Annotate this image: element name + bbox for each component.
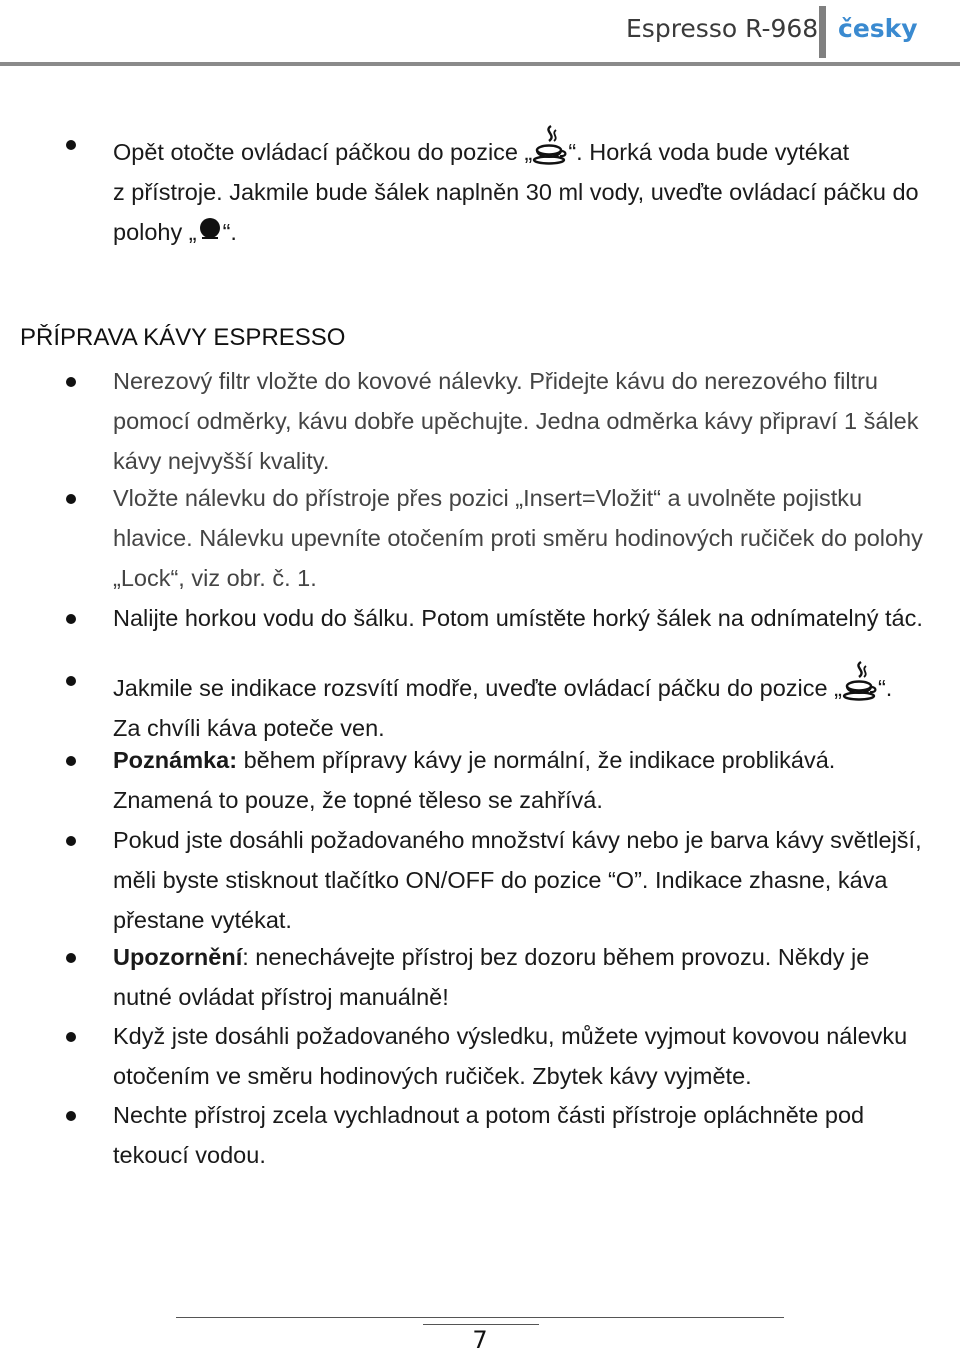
bullet <box>66 140 76 150</box>
bullet <box>66 614 76 624</box>
text-line <box>113 740 948 780</box>
text-line <box>113 937 948 977</box>
text-line: kávy nejvyšší kvality. <box>113 448 330 474</box>
list-item <box>113 1016 948 1096</box>
text-line: Znamená to pouze, že topné těleso se zahřívá. <box>113 787 603 813</box>
list-item <box>113 820 948 940</box>
page-number: 7 <box>472 1326 488 1354</box>
list-item <box>113 660 948 748</box>
text-line: Pokud jste dosáhli požadovaného množství kávy nebo je barva kávy světlejší, <box>113 827 922 853</box>
bullet <box>66 953 76 963</box>
header-separator <box>819 6 826 58</box>
bullet <box>66 836 76 846</box>
text-line: Když jste dosáhli požadovaného výsledku, můžete vyjmout kovovou nálevku <box>113 1023 908 1049</box>
text-line: pomocí odměrky, kávu dobře upěchujte. Jedna odměrka kávy připraví 1 šálek <box>113 408 919 434</box>
text-line: měli byste stisknout tlačítko ON/OFF do pozice “O”. Indikace zhasne, káva <box>113 867 888 893</box>
bullet <box>66 676 76 686</box>
list-item <box>113 478 948 598</box>
text-segment: : nenechávejte přístroj bez dozoru během provozu. Někdy je <box>242 944 870 970</box>
text-line: Nechte přístroj zcela vychladnout a potom části přístroje opláchněte pod <box>113 1102 865 1128</box>
text-line <box>113 124 948 172</box>
text-line: tekoucí vodou. <box>113 1142 266 1168</box>
intro-paragraph <box>113 124 948 252</box>
text-line <box>113 212 948 252</box>
text-segment: “. <box>222 219 237 245</box>
header-language: česky <box>838 14 918 43</box>
text-segment: Opět otočte ovládací páčkou do pozice „ <box>113 139 533 165</box>
text-segment: během přípravy kávy je normální, že indikace problikává. <box>243 747 836 773</box>
text-line: Vložte nálevku do přístroje přes pozici „Insert=Vložit“ a uvolněte pojistku <box>113 485 863 511</box>
text-line: „Lock“, viz obr. č. 1. <box>113 565 317 591</box>
section-title: PŘÍPRAVA KÁVY ESPRESSO <box>20 324 346 351</box>
bullet <box>66 1111 76 1121</box>
bullet <box>66 377 76 387</box>
footer-rule <box>176 1317 784 1318</box>
text-segment: Jakmile se indikace rozsvítí modře, uveďte ovládací páčku do pozice „ <box>113 675 842 701</box>
text-line: Za chvíli káva poteče ven. <box>113 715 385 741</box>
text-line: hlavice. Nálevku upevníte otočením proti směru hodinových ručiček do polohy <box>113 525 923 551</box>
text-segment: polohy „ <box>113 219 197 245</box>
text-line: Nerezový filtr vložte do kovové nálevky. Přidejte kávu do nerezového filtru <box>113 368 878 394</box>
bullet <box>66 1032 76 1042</box>
warning-label: Upozornění <box>113 944 243 970</box>
list-item <box>113 361 948 481</box>
text-line: otočením ve směru hodinových ručiček. Zbytek kávy vyjměte. <box>113 1063 752 1089</box>
note-label: Poznámka: <box>113 747 238 773</box>
list-item <box>113 937 948 1017</box>
text-line: nutné ovládat přístroj manuálně! <box>113 984 449 1010</box>
footer-rule <box>423 1324 539 1325</box>
list-item <box>113 598 948 638</box>
coffee-cup-steam-icon <box>532 124 568 166</box>
text-line: z přístroje. Jakmile bude šálek naplněn 30 ml vody, uveďte ovládací páčku do <box>113 179 919 205</box>
header-rule <box>0 62 960 66</box>
text-segment: “. <box>877 675 893 701</box>
filled-circle-icon <box>197 216 223 242</box>
list-item <box>113 740 948 820</box>
text-line <box>113 660 948 708</box>
list-item <box>113 1095 948 1175</box>
text-segment: “. Horká voda bude vytékat <box>568 139 850 165</box>
text-line: Nalijte horkou vodu do šálku. Potom umístěte horký šálek na odnímatelný tác. <box>113 605 923 631</box>
coffee-cup-steam-icon <box>842 660 878 702</box>
text-line: přestane vytékat. <box>113 907 292 933</box>
bullet <box>66 756 76 766</box>
header-model: Espresso R-968 <box>626 14 819 43</box>
bullet <box>66 494 76 504</box>
